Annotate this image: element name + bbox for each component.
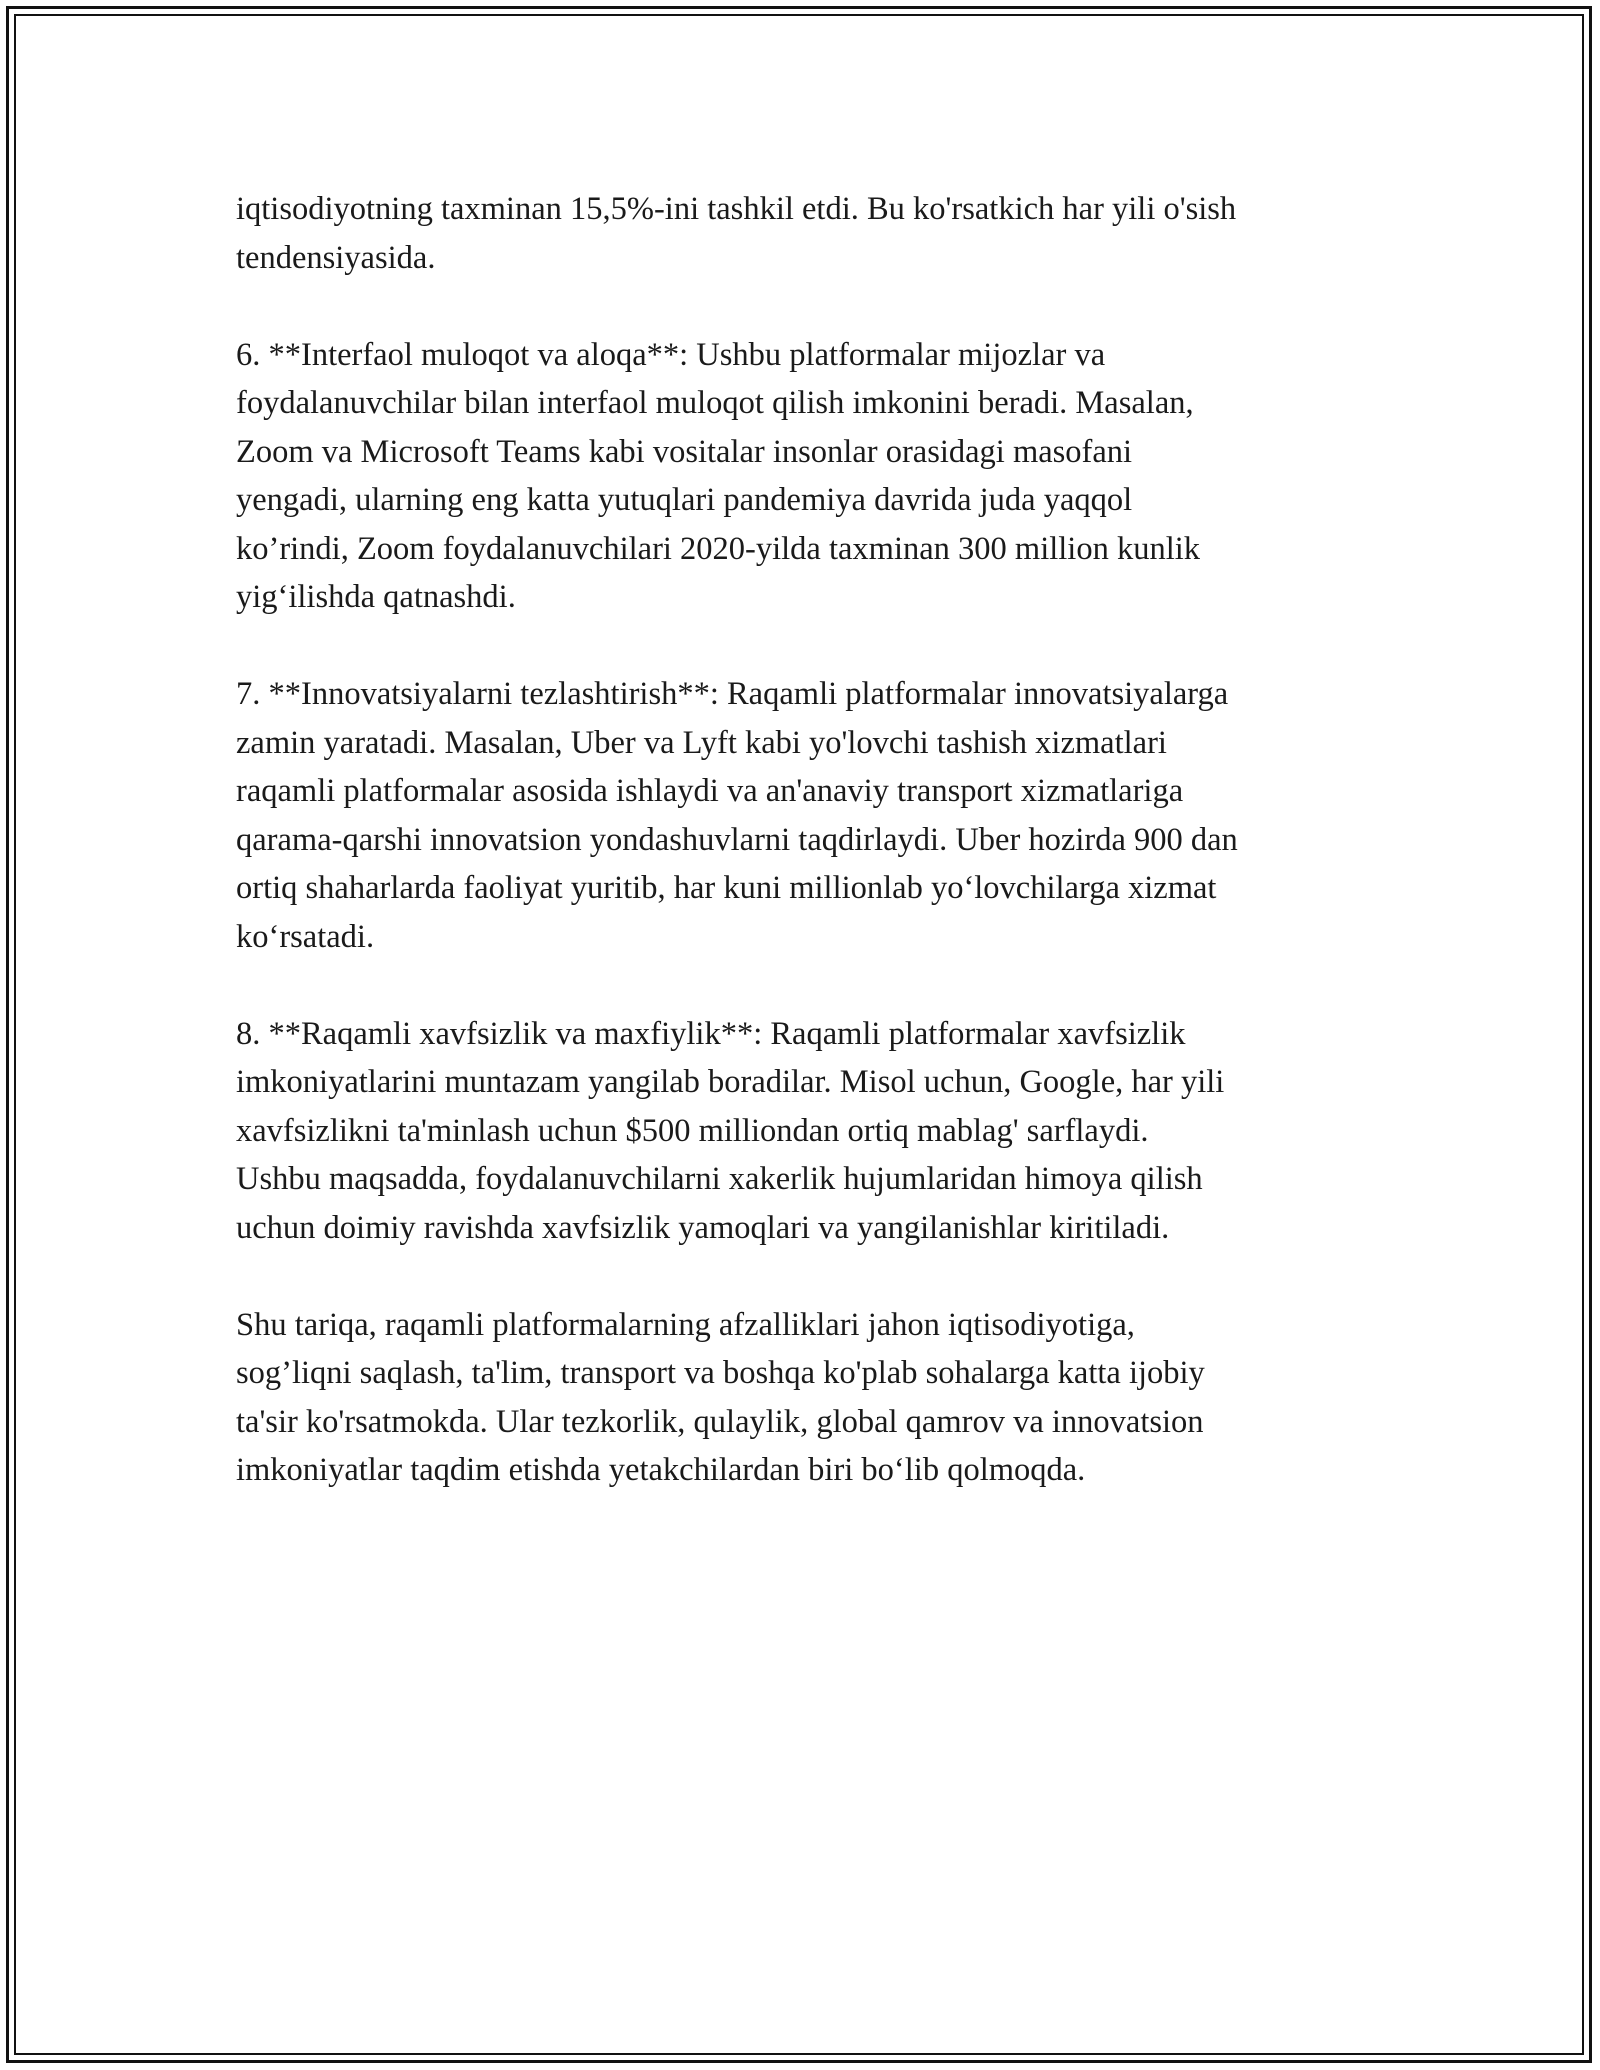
text-line: qarama-qarshi innovatsion yondashuvlarni taqdirlaydi. Uber hozirda 900 dan	[236, 821, 1238, 858]
text-line: sog’liqni saqlash, ta'lim, transport va boshqa ko'plab sohalarga katta ijobiy	[236, 1355, 1205, 1391]
text-line: 8. **Raqamli xavfsizlik va maxfiylik**: Raqamli platformalar xavfsizlik	[236, 1015, 1186, 1052]
text-line: imkoniyatlarini muntazam yangilab boradilar. Misol uchun, Google, har yili	[236, 1064, 1225, 1100]
text-line: yengadi, ularning eng katta yutuqlari pandemiya davrida juda yaqqol	[236, 482, 1133, 518]
text-line: ta'sir ko'rsatmokda. Ular tezkorlik, qulaylik, global qamrov va innovatsion	[236, 1403, 1204, 1440]
paragraph-item-8	[236, 1010, 1386, 1253]
text-line: foydalanuvchilar bilan interfaol muloqot qilish imkonini beradi. Masalan,	[236, 385, 1194, 421]
paragraph-item-6	[236, 331, 1386, 622]
text-line: Ushbu maqsadda, foydalanuvchilarni xakerlik hujumlaridan himoya qilish	[236, 1161, 1203, 1197]
document-body	[236, 185, 1386, 1543]
text-line: ko‘rsatadi.	[236, 918, 375, 955]
text-line: Zoom va Microsoft Teams kabi vositalar insonlar orasidagi masofani	[236, 433, 1133, 470]
text-line: uchun doimiy ravishda xavfsizlik yamoqlari va yangilanishlar kiritiladi.	[236, 1209, 1170, 1246]
paragraph-continuation	[236, 185, 1386, 282]
text-line: raqamli platformalar asosida ishlaydi va an'anaviy transport xizmatlariga	[236, 773, 1184, 809]
text-line: Shu tariqa, raqamli platformalarning afzalliklari jahon iqtisodiyotiga,	[236, 1306, 1135, 1343]
text-line: imkoniyatlar taqdim etishda yetakchilardan biri bo‘lib qolmoqda.	[236, 1452, 1086, 1488]
paragraph-item-7	[236, 670, 1386, 961]
text-line: ko’rindi, Zoom foydalanuvchilari 2020-yilda taxminan 300 million kunlik	[236, 530, 1201, 567]
text-line: 6. **Interfaol muloqot va aloqa**: Ushbu platformalar mijozlar va	[236, 336, 1106, 373]
text-line: yig‘ilishda qatnashdi.	[236, 579, 516, 615]
text-line: ortiq shaharlarda faoliyat yuritib, har kuni millionlab yo‘lovchilarga xizmat	[236, 870, 1217, 906]
text-line: 7. **Innovatsiyalarni tezlashtirish**: Raqamli platformalar innovatsiyalarga	[236, 676, 1229, 712]
text-line: xavfsizlikni ta'minlash uchun $500 milliondan ortiq mablag' sarflaydi.	[236, 1112, 1149, 1149]
paragraph-conclusion	[236, 1301, 1386, 1495]
text-line: zamin yaratadi. Masalan, Uber va Lyft kabi yo'lovchi tashish xizmatlari	[236, 724, 1167, 761]
text-line: iqtisodiyotning taxminan 15,5%-ini tashkil etdi. Bu ko'rsatkich har yili o'sish	[236, 191, 1237, 227]
text-line: tendensiyasida.	[236, 239, 436, 276]
